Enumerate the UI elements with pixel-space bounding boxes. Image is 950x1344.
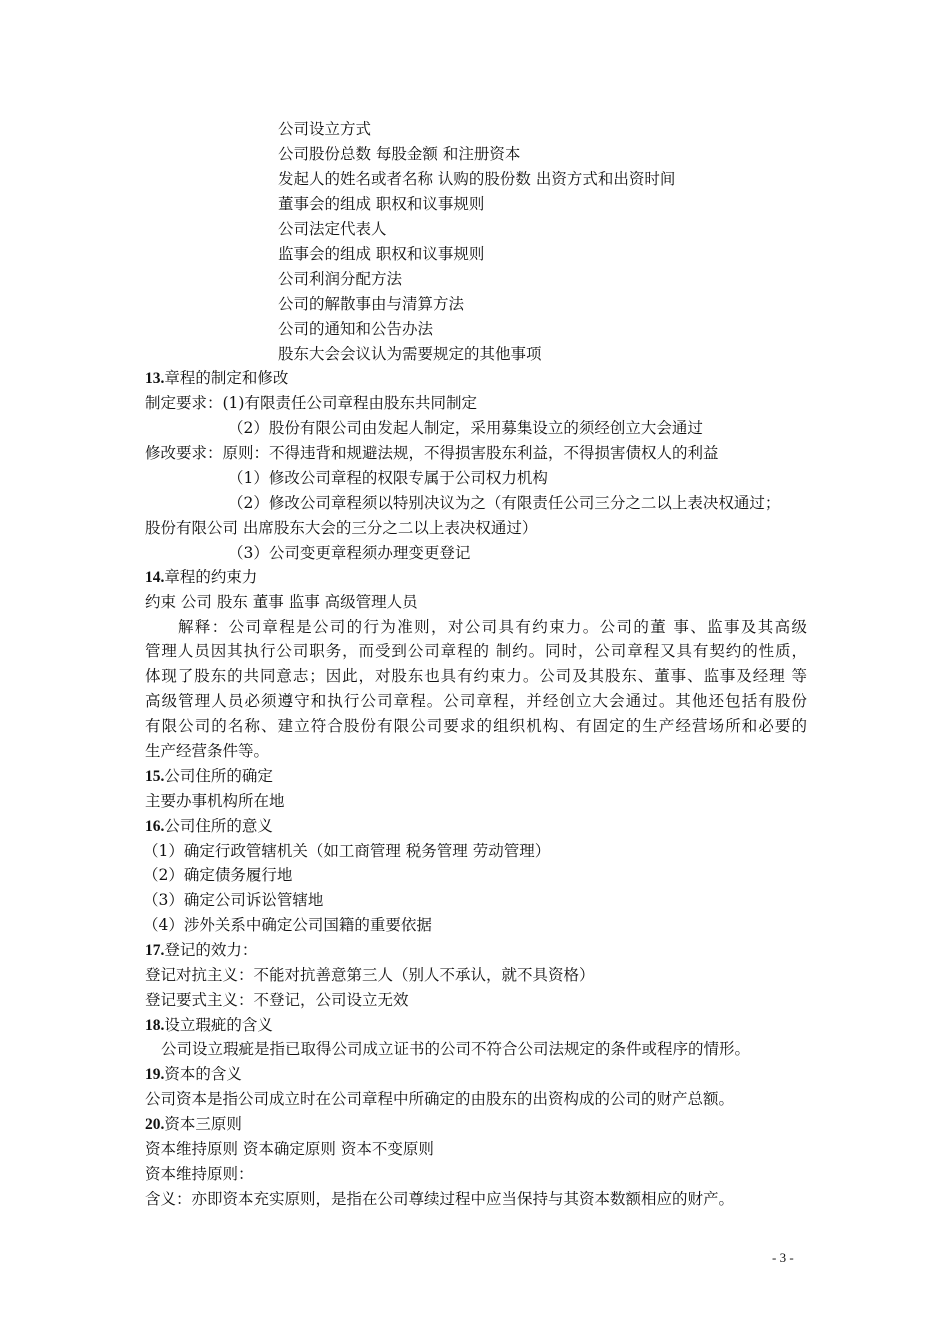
- list-item: 董事会的组成 职权和议事规则: [278, 195, 485, 213]
- section-heading-14: [145, 567, 257, 588]
- list-item: （4）涉外关系中确定公司国籍的重要依据: [143, 916, 432, 934]
- section-title: 设立瑕疵的含义: [164, 1016, 273, 1034]
- text-line: 约束 公司 股东 董事 监事 高级管理人员: [145, 593, 418, 611]
- text-line: 资本维持原则：: [145, 1165, 254, 1183]
- section-heading-13: [145, 368, 288, 389]
- text-line: 制定要求：(1)有限责任公司章程由股东共同制定: [145, 394, 477, 412]
- paragraph-line: 生产经营条件等。: [145, 742, 270, 760]
- section-heading-18: [145, 1015, 273, 1036]
- paragraph-line: 解释：公司章程是公司的行为准则，对公司具有约束力。公司的董 事、监事及其高级: [178, 618, 807, 636]
- list-item: 公司法定代表人: [278, 220, 387, 238]
- section-heading-16: [145, 816, 273, 837]
- list-item: （1）确定行政管辖机关（如工商管理 税务管理 劳动管理）: [143, 842, 551, 860]
- text-line: 股份有限公司 出席股东大会的三分之二以上表决权通过）: [145, 519, 538, 537]
- list-item: 股东大会会议认为需要规定的其他事项: [278, 345, 542, 363]
- text-line: 含义：亦即资本充实原则，是指在公司尊续过程中应当保持与其资本数额相应的财产。: [145, 1190, 735, 1208]
- section-number: 15.: [145, 768, 165, 785]
- paragraph-line: 体现了股东的共同意志；因此，对股东也具有约束力。公司及其股东、董事、监事及经理 等: [145, 667, 807, 685]
- text-line: 登记对抗主义：不能对抗善意第三人（别人不承认，就不具资格）: [145, 966, 595, 984]
- paragraph-line: 管理人员因其执行公司职务，而受到公司章程的 制约。同时，公司章程又具有契约的性质，: [145, 642, 807, 660]
- list-item: 监事会的组成 职权和议事规则: [278, 245, 485, 263]
- section-number: 17.: [145, 942, 165, 959]
- section-title: 公司住所的确定: [164, 767, 273, 785]
- list-item: 公司利润分配方法: [278, 270, 403, 288]
- section-title: 资本三原则: [164, 1115, 242, 1133]
- text-line: （3）公司变更章程须办理变更登记: [228, 544, 471, 562]
- section-number: 20.: [145, 1116, 165, 1133]
- list-item: （3）确定公司诉讼管辖地: [143, 891, 324, 909]
- section-heading-17: [145, 940, 257, 961]
- text-line: 主要办事机构所在地: [145, 792, 285, 810]
- section-number: 13.: [145, 370, 165, 387]
- text-line: （2）修改公司章程须以特别决议为之（有限责任公司三分之二以上表决权通过；: [228, 494, 781, 512]
- text-line: 公司设立瑕疵是指已取得公司成立证书的公司不符合公司法规定的条件或程序的情形。: [161, 1040, 751, 1058]
- paragraph-line: 有限公司的名称、建立符合股份有限公司要求的组织机构、有固定的生产经营场所和必要的: [145, 717, 807, 735]
- page-number: - 3 -: [772, 1250, 794, 1265]
- text-line: 修改要求：原则：不得违背和规避法规，不得损害股东利益，不得损害债权人的利益: [145, 444, 719, 462]
- section-title: 章程的制定和修改: [164, 369, 289, 387]
- section-heading-19: [145, 1064, 242, 1085]
- list-item: 公司的解散事由与清算方法: [278, 295, 465, 313]
- text-line: 登记要式主义：不登记，公司设立无效: [145, 991, 409, 1009]
- section-number: 16.: [145, 818, 165, 835]
- section-title: 资本的含义: [164, 1065, 242, 1083]
- section-heading-15: [145, 766, 273, 787]
- list-item: 公司设立方式: [278, 120, 372, 138]
- list-item: 公司股份总数 每股金额 和注册资本: [278, 145, 521, 163]
- section-title: 登记的效力：: [164, 941, 258, 959]
- section-title: 章程的约束力: [164, 568, 258, 586]
- list-item: （2）确定债务履行地: [143, 866, 293, 884]
- section-heading-20: [145, 1114, 242, 1135]
- text-line: （2）股份有限公司由发起人制定，采用募集设立的须经创立大会通过: [228, 419, 703, 437]
- list-item: 公司的通知和公告办法: [278, 320, 434, 338]
- text-line: 公司资本是指公司成立时在公司章程中所确定的由股东的出资构成的公司的财产总额。: [145, 1090, 735, 1108]
- section-number: 19.: [145, 1066, 165, 1083]
- section-title: 公司住所的意义: [164, 817, 273, 835]
- list-item: 发起人的姓名或者名称 认购的股份数 出资方式和出资时间: [278, 170, 676, 188]
- text-line: 资本维持原则 资本确定原则 资本不变原则: [145, 1140, 434, 1158]
- section-number: 14.: [145, 569, 165, 586]
- section-number: 18.: [145, 1017, 165, 1034]
- text-line: （1）修改公司章程的权限专属于公司权力机构: [228, 469, 548, 487]
- paragraph-line: 高级管理人员必须遵守和执行公司章程。公司章程，并经创立大会通过。其他还包括有股份: [145, 692, 807, 710]
